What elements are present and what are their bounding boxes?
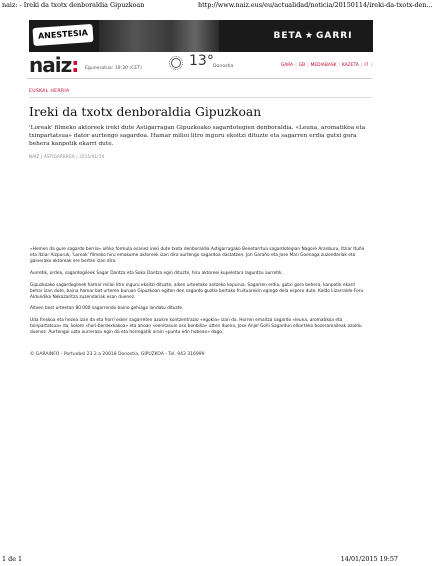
article-paragraph: Uda freskoa eta hezea izan da eta horri esker sagarreten azukre kontzentrazio «egokia» izan da. Horren emaitza sagardo «leuna, aromatikoa eta txinpartatsua» da, kolore «hori-berdexkakoa» eta ahoan «eenitasuin oso bonbilia» utten duena, Jose Anjel Goñi Sagardun elkarteko bozeramaileak azaldu duenez. Aurtengoi uzta aurrerazu egin da eta horregatik orain «puntu edn hobean» dago. (30, 318, 362, 336)
nav-separator: | (370, 63, 372, 68)
banner-photo (99, 20, 219, 52)
article-lead: 'Loreak' filmeko aktoreek ireki dute Astigarragan Gipuzkoako sagardotegien denboraldia. «Leuna, aromatikoa eta txinpartatsua» dator aurtengo sagardoa. Hamar milioi litro inguru ekoitzi dituzte eta sagarren erdia gutxi gora behera kanpotik ekarri dute. (29, 125, 366, 147)
banner-right-logo-left: BETA (273, 31, 303, 41)
nav-link-mediabask[interactable]: MEDIABASK (310, 63, 337, 68)
print-date: 14/01/2015 19:57 (340, 555, 398, 563)
print-header-title: naiz: - Ireki da txotx denboraldia Gipuzkoan (2, 1, 145, 9)
brand-name: naiz (29, 53, 72, 77)
article-paragraph: Gipuzkoako sagardogileek hamar milioi litro inguru ekoitzi dituzte, aiken urteetako antzeko kopurua. Sagarren erdia, gutxi gora behera, kanpotik ekarri behar izan dute, baina hamar bat urteren buruan Gipuzkoan egiten den sagardo guztia bertako fruituarekin egingo dela espero dute. Koldo Lizarralde Foru Aldundiko Nekazaritza zuzendariak esan duenez. (30, 282, 364, 300)
nav-link-gara[interactable]: GARA (280, 63, 294, 68)
banner-right-logo-right: GARRI (315, 31, 353, 41)
article-paragraph: Aitxen bost urteetan 80.000 sagarrondo baino gehiago landatu dituzte. (30, 306, 184, 312)
section-kicker[interactable]: EUSKAL HERRIA (29, 89, 70, 94)
site-header (27, 53, 372, 79)
weather-city: Donostia (213, 64, 234, 69)
weather-temperature: 13° (189, 53, 214, 69)
page (27, 20, 372, 159)
site-logo[interactable] (29, 53, 78, 77)
article-paragraph: «Hemen da gure sagardo berria» oihko formula esanez ireki dute txotx denboraldia Astigarragako Benetarrtua sagardotegian Nagore Aranburu, Itziar Ituño eta Itziar Aizpuruk, 'Loreak' filmeko hiru emakume aktoreek izan dira aurtengo sagardoa dastatzen. Jon Garaño eta Jose Mari Goenaga zuzendariak eta gainerako aktoreak ere bertan izan dira. (30, 247, 365, 265)
banner-left-logo: ANESTESIA (32, 24, 93, 46)
page-count: 1 de 1 (2, 555, 23, 563)
article-body (30, 247, 368, 342)
article-byline: NAIZ | ASTIGARRAGA | 2015/01/14 (29, 153, 105, 159)
article-title: Ireki da txotx denboraldia Gipuzkoan (29, 105, 262, 119)
article-paragraph: Aurretik, ordea, sagardogileek Sagar Dantza eta Soka Dantza egin dituzte, hiru aktoreei kupeletara laguntzu aurretik. (30, 270, 284, 276)
print-header-url[interactable]: http://www.naiz.eus/eu/actualidad/noticia/20150114/ireki-da-txotx-den... (198, 1, 433, 9)
star-icon: ★ (304, 31, 314, 41)
brand-dot: : (71, 53, 79, 77)
ad-banner[interactable] (29, 20, 373, 52)
nav-link-gb[interactable]: GB (298, 63, 306, 68)
divider (29, 97, 372, 98)
nav-separator: | (295, 63, 297, 68)
nav-separator: | (338, 63, 340, 68)
nav-separator: | (307, 63, 309, 68)
nav-separator: | (360, 63, 363, 68)
update-time: Eguneratua: 19:30 (CET) (85, 66, 142, 71)
network-nav (279, 63, 372, 68)
nav-link-i7[interactable]: I7 (364, 63, 369, 68)
site-footer: © GARAINFO - Portuebel 23 2.a 20018 Donostia, GIPUZKOA - Tel. 943 316999 (30, 352, 205, 357)
print-header (2, 1, 433, 10)
sun-icon (171, 58, 181, 68)
nav-link-kazeta[interactable]: KAZETA (342, 63, 359, 68)
print-footer (2, 555, 398, 564)
banner-right-logo (259, 28, 367, 44)
